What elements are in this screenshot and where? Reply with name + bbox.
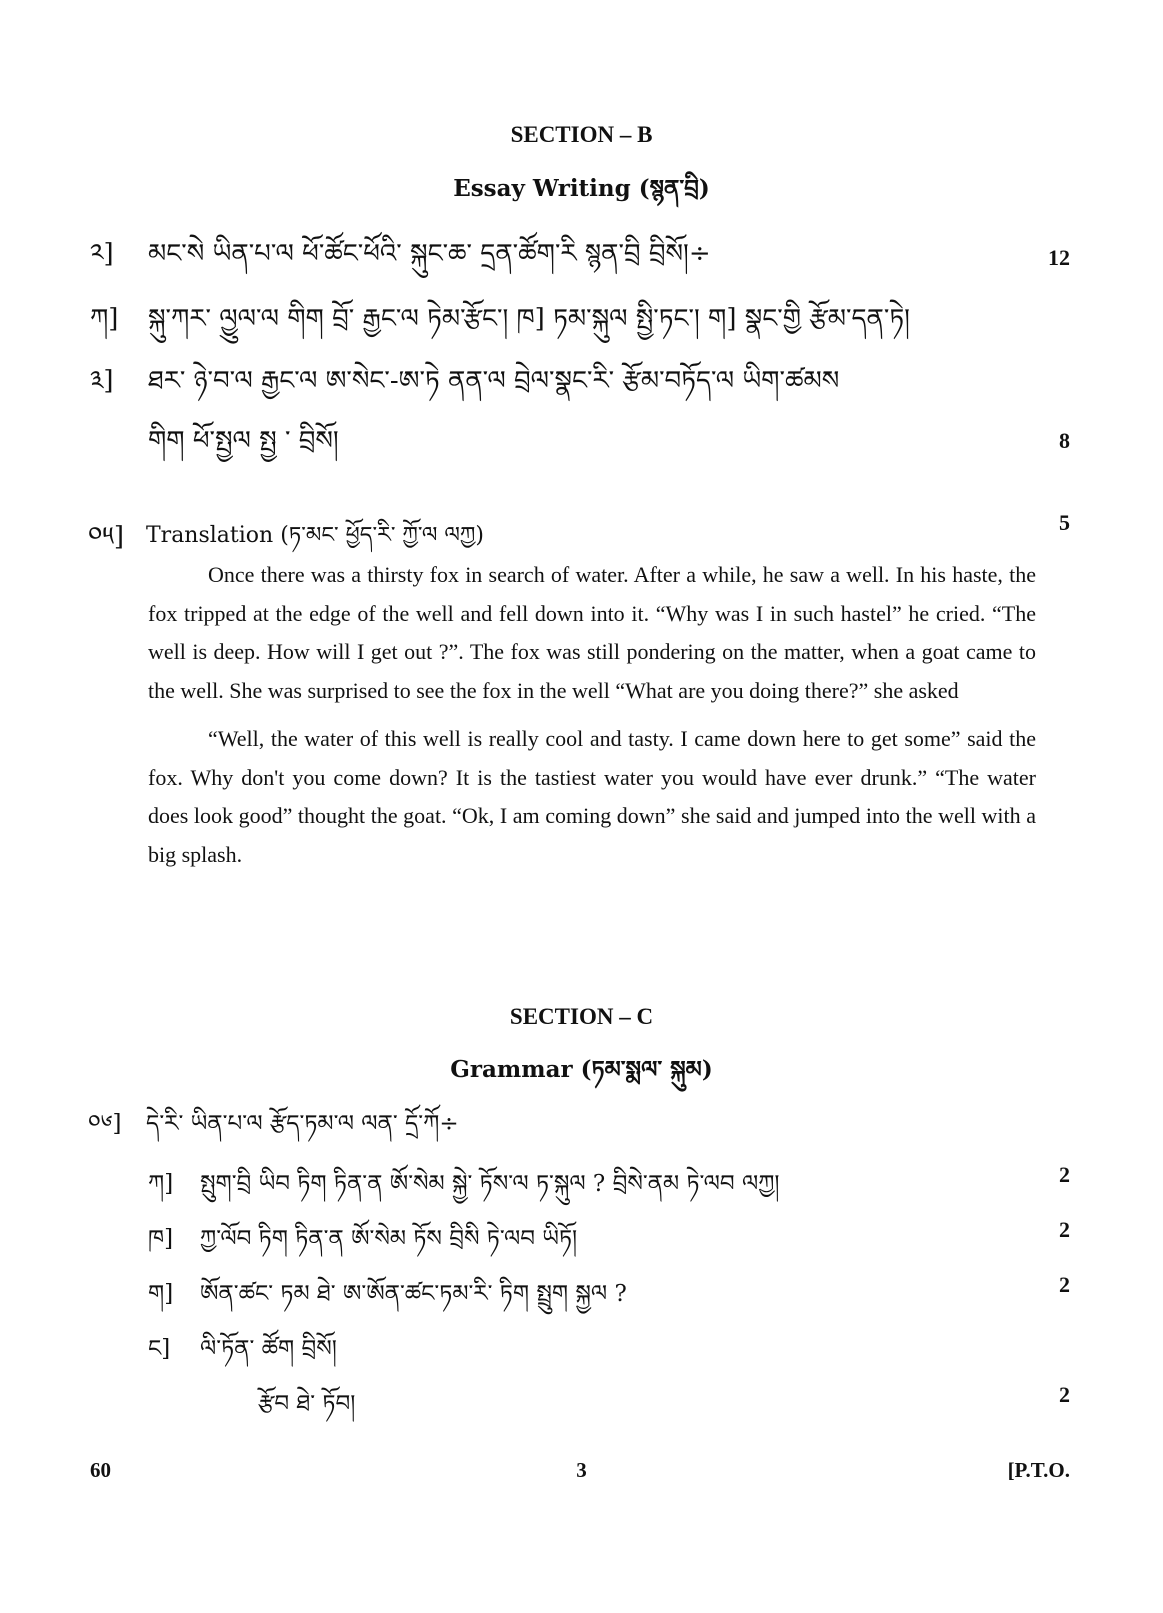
question-text: གིག ཕོ་སྤྱལ སྤྱ ་ བྲིསོ། bbox=[148, 426, 339, 456]
question-marks: 8 bbox=[1059, 428, 1070, 453]
translation-label: Translation (ཏ་མང་ ཕྱོད་རི་ ཀྱོ་ལ ལཀྱ) bbox=[146, 523, 485, 548]
passage-paragraph: Once there was a thirsty fox in search of water. After a while, he saw a well. In his haste, the fox tripped at the edge of the well and fell down into it. “Why was I in such hastel” he cried. “The well is deep. How will I get out ?”. The fox was still pondering on the matter, when a goat came to the well. She was surprised to see the fox in the well “What are you doing there?” she asked bbox=[148, 562, 1036, 703]
translation-marks: 5 bbox=[1059, 510, 1070, 535]
question-num: ༠༦] bbox=[88, 1111, 122, 1137]
question-text: སྐུ་ཀར་ ལྱུལ་ལ གིག བྲོ་ རྒྱང་ལ ཏེམ་རྩོང་། ཁ] ཏམ་སྐུལ སྤྱི་ཏང་། ག] སྣང་གྱི རྩོམ་དན་ཏེ། bbox=[148, 304, 910, 334]
section-b-title: SECTION – B bbox=[510, 122, 653, 147]
item-marks: 2 bbox=[1059, 1272, 1070, 1297]
question-text: མང་སེ ཡིན་པ་ལ ཕོ་ཚོང་ཕོའི་ སྐུང་ཆ་ དྲན་ཚོག་རི སྙན་བྲི བྲིསོ།÷ bbox=[148, 239, 711, 269]
item-text: ལི་ཏོན་ ཚོག བྲིསོ། bbox=[200, 1336, 337, 1362]
question-num: ༣] bbox=[90, 366, 114, 396]
item-text: ཨོན་ཚང་ ཏམ ཐེ་ ཨ་ཨོན་ཚང་ཏམ་རི་ ཏིག སྤྲུག སྐྱལ ? bbox=[200, 1281, 627, 1307]
item-text: སྤུག་བྲི ཡིབ ཏིག ཏིན་ན ཨོ་སེམ སྐྱེ་ ཏོས་ལ ཏ་སྐུལ ? བྲིསེ་ནམ ཏེ་ལབ ལཀྱ། bbox=[200, 1171, 780, 1197]
passage-paragraph: “Well, the water of this well is really cool and tasty. I came down here to get some” said the fox. Why don't you come down? It is the tastiest water you would have ever drunk.” “The water does look good” thought the goat. “Ok, I am coming down” she said and jumped into the well with a big splash. bbox=[148, 726, 1036, 867]
section-b-subtitle: Essay Writing (སྙན་བྲི) bbox=[453, 175, 710, 202]
item-marks: 2 bbox=[1059, 1217, 1070, 1242]
paper-code: 60 bbox=[90, 1458, 111, 1482]
question-text: དེ་རི་ ཡིན་པ་ལ རྩོད་ཏམ་ལ ལན་ དྲོ་ཀོ÷ bbox=[146, 1111, 459, 1137]
page-number: 3 bbox=[576, 1458, 587, 1482]
item-num: ཁ] bbox=[148, 1226, 174, 1252]
pto-label: [P.T.O. bbox=[1007, 1458, 1070, 1482]
translation-passage bbox=[148, 556, 1036, 874]
question-marks: 12 bbox=[1048, 245, 1070, 270]
item-marks: 2 bbox=[1059, 1382, 1070, 1407]
item-num: ང] bbox=[148, 1336, 171, 1362]
section-c-subtitle: Grammar (ཏམ་སྨལ་ སྐུམ) bbox=[450, 1056, 713, 1083]
translation-num: ༠༥] bbox=[88, 522, 125, 552]
item-marks: 2 bbox=[1059, 1162, 1070, 1187]
item-text: རྩོབ ཐེ་ ཏོབ། bbox=[258, 1391, 356, 1417]
item-text: ཀྱ་ལོབ ཏིག ཏིན་ན ཨོ་སེམ ཏོས བྲིསི ཏེ་ལབ ཡིཏོ། bbox=[200, 1226, 578, 1252]
question-text: ཐར་ ཉེ་བ་ལ རྒྱང་ལ ཨ་སེང་-ཨ་ཏེ ནན་ལ བྲེལ་སྣང་རི་ རྩོམ་བཏོད་ལ ཡིག་ཚམས bbox=[148, 366, 840, 396]
item-num: ག] bbox=[148, 1281, 174, 1307]
item-num: ཀ] bbox=[148, 1171, 174, 1197]
question-num: ༢] bbox=[90, 239, 114, 269]
question-num: ཀ] bbox=[90, 304, 119, 334]
section-c-title: SECTION – C bbox=[509, 1004, 654, 1029]
